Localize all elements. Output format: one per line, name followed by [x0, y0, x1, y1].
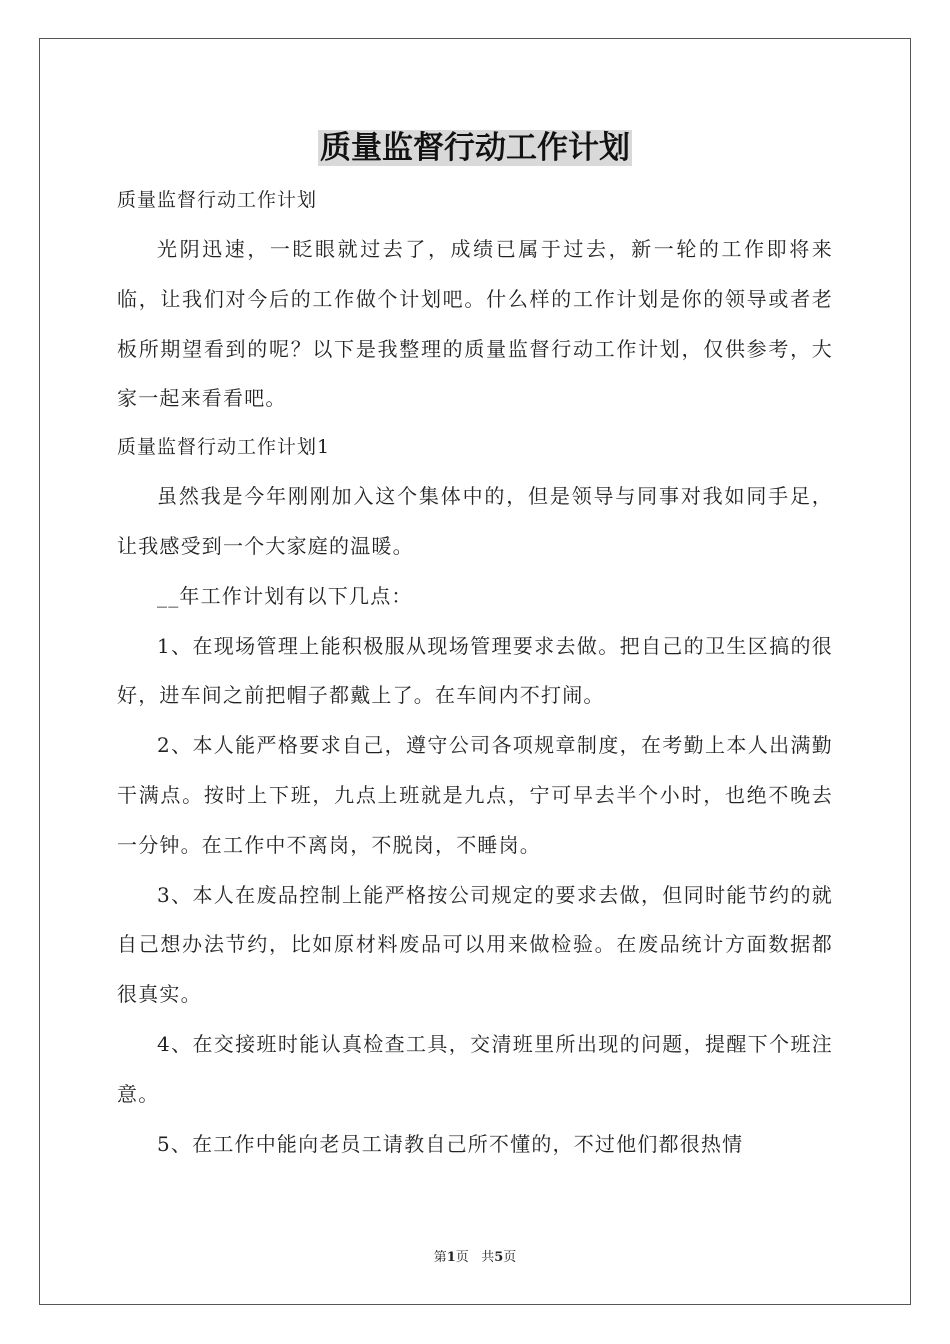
body-paragraph: 4、在交接班时能认真检查工具，交清班里所出现的问题，提醒下个班注意。	[117, 1031, 833, 1106]
document-title	[0, 125, 950, 171]
body-paragraph: 5、在工作中能向老员工请教自己所不懂的，不过他们都很热情	[157, 1131, 744, 1156]
page-footer	[0, 1246, 950, 1265]
body-paragraph: 1、在现场管理上能积极服从现场管理要求去做。把自己的卫生区搞的很好，进车间之前把帽子都戴上了。在车间内不打闹。	[117, 633, 833, 708]
intro-paragraph: 光阴迅速，一眨眼就过去了，成绩已属于过去，新一轮的工作即将来临，让我们对今后的工作做个计划吧。什么样的工作计划是你的领导或者老板所期望看到的呢？以下是我整理的质量监督行动工作计划，仅供参考，大家一起来看看吧。	[117, 237, 833, 411]
document-title-text: 质量监督行动工作计划	[320, 130, 630, 166]
footer-page-suffix: 页	[455, 1250, 469, 1265]
body-paragraph: __年工作计划有以下几点：	[157, 583, 413, 608]
body-paragraph: 2、本人能严格要求自己，遵守公司各项规章制度，在考勤上本人出满勤干满点。按时上下班，九点上班就是九点，宁可早去半个小时，也绝不晚去一分钟。在工作中不离岗，不脱岗，不睡岗。	[117, 733, 833, 857]
footer-prefix: 第	[433, 1250, 447, 1265]
footer-page-number: 1	[446, 1250, 456, 1265]
footer-total-suffix: 页	[503, 1250, 517, 1265]
document-body	[117, 177, 833, 1169]
body-paragraph: 3、本人在废品控制上能严格按公司规定的要求去做，但同时能节约的就自己想办法节约，比如原材料废品可以用来做检验。在废品统计方面数据都很真实。	[117, 882, 833, 1007]
section-heading: 质量监督行动工作计划1	[117, 436, 331, 459]
footer-total-prefix: 共	[481, 1250, 495, 1265]
document-subtitle: 质量监督行动工作计划	[117, 189, 318, 211]
footer-total-pages: 5	[494, 1250, 504, 1265]
body-paragraph: 虽然我是今年刚刚加入这个集体中的，但是领导与同事对我如同手足，让我感受到一个大家庭的温暖。	[117, 484, 833, 558]
